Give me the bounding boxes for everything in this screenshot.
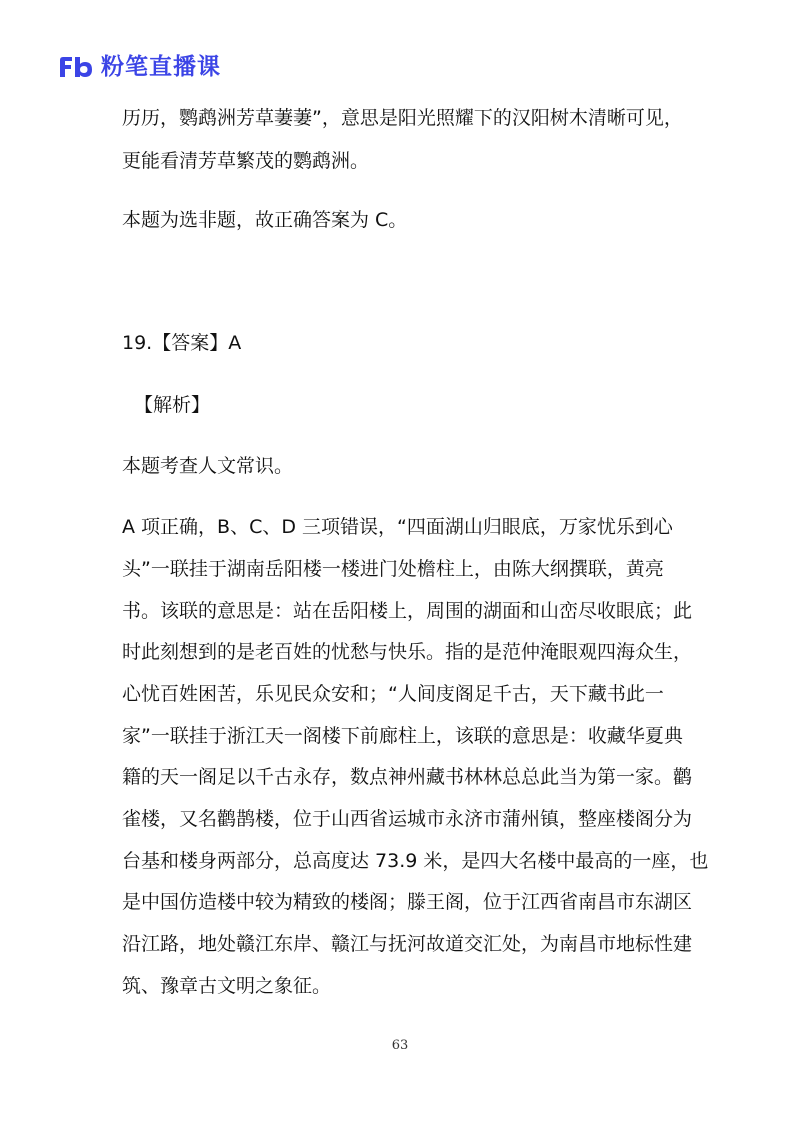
text-line: 家”一联挂于浙江天一阁楼下前廊柱上，该联的意思是：收藏华夏典 (122, 725, 683, 747)
text-line: 更能看清芳草繁茂的鹦鹉洲。 (122, 150, 370, 172)
text-line: 筑、豫章古文明之象征。 (122, 975, 332, 997)
text-line: 本题考查人文常识。 (122, 455, 294, 477)
text-line: 是中国仿造楼中较为精致的楼阁；滕王阁，位于江西省南昌市东湖区 (122, 891, 693, 913)
page-number: 63 (391, 1038, 409, 1053)
text-line: 籍的天一阁足以千古永存，数点神州藏书林林总总此当为第一家。鹳 (122, 766, 693, 788)
text-line: 本题为选非题，故正确答案为 C。 (122, 209, 408, 231)
text-line: 书。该联的意思是：站在岳阳楼上，周围的湖面和山峦尽收眼底；此 (122, 600, 693, 622)
text-line: 台基和楼身两部分，总高度达 73.9 米，是四大名楼中最高的一座，也 (122, 850, 709, 872)
text-line: 历历，鹦鹉洲芳草萋萋”，意思是阳光照耀下的汉阳树木清晰可见， (122, 107, 683, 129)
text-line: 心忧百姓困苦，乐见民众安和；“人间庋阁足千古，天下藏书此一 (122, 683, 664, 705)
text-line: 时此刻想到的是老百姓的忧愁与快乐。指的是范仲淹眼观四海众生， (122, 641, 693, 663)
text-line: 雀楼，又名鹳鹊楼，位于山西省运城市永济市蒲州镇，整座楼阁分为 (122, 808, 693, 830)
text-line: A 项正确，B、C、D 三项错误，“四面湖山归眼底，万家忧乐到心 (122, 516, 673, 538)
brand-name: 粉笔直播课 (101, 54, 221, 80)
brand-logo (57, 53, 221, 81)
text-line: 沿江路，地处赣江东岸、赣江与抚河故道交汇处，为南昌市地标性建 (122, 933, 693, 955)
fb-logo-icon (57, 55, 95, 79)
text-line: 头”一联挂于湖南岳阳楼一楼进门处檐柱上，由陈大纲撰联，黄亮 (122, 558, 664, 580)
analysis-heading: 【解析】 (134, 394, 211, 416)
answer-heading: 19.【答案】A (122, 332, 242, 354)
